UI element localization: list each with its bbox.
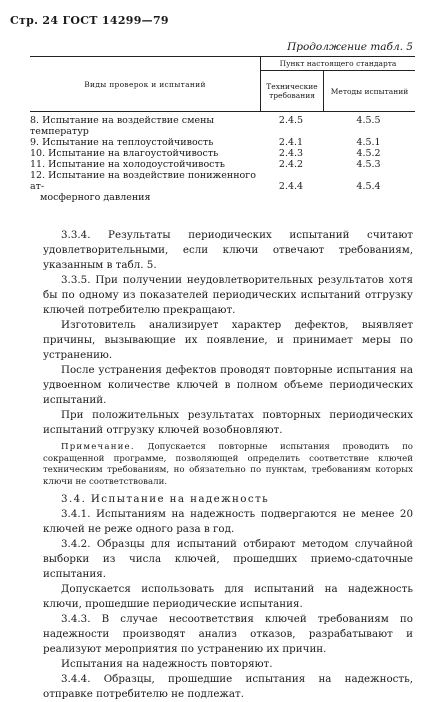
section-heading: 3.4. Испытание на надежность bbox=[61, 493, 270, 505]
document-body bbox=[43, 228, 413, 702]
col-header-tests: Виды проверок и испытаний bbox=[30, 57, 261, 111]
col-header-requirements: Технические требования bbox=[261, 71, 324, 111]
paragraph: 3.3.4. Результаты периодических испытаний считают удовлетворительными, если ключи отвечают требованиям, указанным в табл. 5. bbox=[43, 229, 413, 271]
table-header bbox=[30, 56, 415, 112]
col-group-header: Пункт настоящего стандарта bbox=[261, 57, 415, 71]
table-row: 12. Испытание на воздействие пониженного ат- мосферного давления 2.4.4 4.5.4 bbox=[30, 170, 381, 203]
table-body bbox=[30, 112, 415, 203]
table-row: 10. Испытание на влагоустойчивость 2.4.3 4.5.2 bbox=[30, 148, 381, 159]
paragraph: 3.3.5. При получении неудовлетворительных результатов хотя бы по одному из показателей периодических испытаний отгрузку ключей потребителю прекращают. bbox=[43, 274, 413, 316]
note-lead: Примечание. bbox=[61, 442, 135, 452]
paragraph: 3.4.2. Образцы для испытаний отбирают методом случайной выборки из числа ключей, прошедших приемо-сдаточные испытания. bbox=[43, 538, 413, 580]
table-continuation-label: Продолжение табл. 5 bbox=[287, 41, 413, 53]
table-row: 11. Испытание на холодоустойчивость 2.4.2 4.5.3 bbox=[30, 159, 381, 170]
paragraph: 3.4.1. Испытаниям на надежность подвергаются не менее 20 ключей не реже одного раза в год. bbox=[43, 508, 413, 535]
table-row: 8. Испытание на воздействие смены температур 2.4.5 4.5.5 bbox=[30, 115, 381, 137]
paragraph: При положительных результатах повторных периодических испытаний отгрузку ключей возобновляют. bbox=[43, 409, 413, 436]
page-header: Стр. 24 ГОСТ 14299—79 bbox=[10, 14, 169, 27]
note-text: Допускается повторные испытания проводить по сокращенной программе, позволяющей определить соответствие ключей техническим требованиям, но обязательно по пунктам, требованиям которых ключи не соответствовали. bbox=[43, 442, 413, 487]
note bbox=[43, 442, 413, 488]
tests-table bbox=[30, 56, 415, 203]
paragraph: 3.4.4. Образцы, прошедшие испытания на надежность, отправке потребителю не подлежат. bbox=[43, 673, 413, 700]
table-row: 9. Испытание на теплоустойчивость 2.4.1 4.5.1 bbox=[30, 137, 381, 148]
paragraph: Испытания на надежность повторяют. bbox=[61, 658, 273, 670]
paragraph: 3.4.3. В случае несоответствия ключей требованиям по надежности производят анализ отказов, разрабатывают и реализуют мероприятия по устранению их причин. bbox=[43, 613, 413, 655]
paragraph: Изготовитель анализирует характер дефектов, выявляет причины, вызывающие их появление, и принимает меры по устранению. bbox=[43, 319, 413, 361]
paragraph: Допускается использовать для испытаний на надежность ключи, прошедшие периодические испытания. bbox=[43, 583, 413, 610]
paragraph: После устранения дефектов проводят повторные испытания на удвоенном количестве ключей в полном объеме периодических испытаний. bbox=[43, 364, 413, 406]
col-header-methods: Методы испытаний bbox=[330, 86, 409, 96]
